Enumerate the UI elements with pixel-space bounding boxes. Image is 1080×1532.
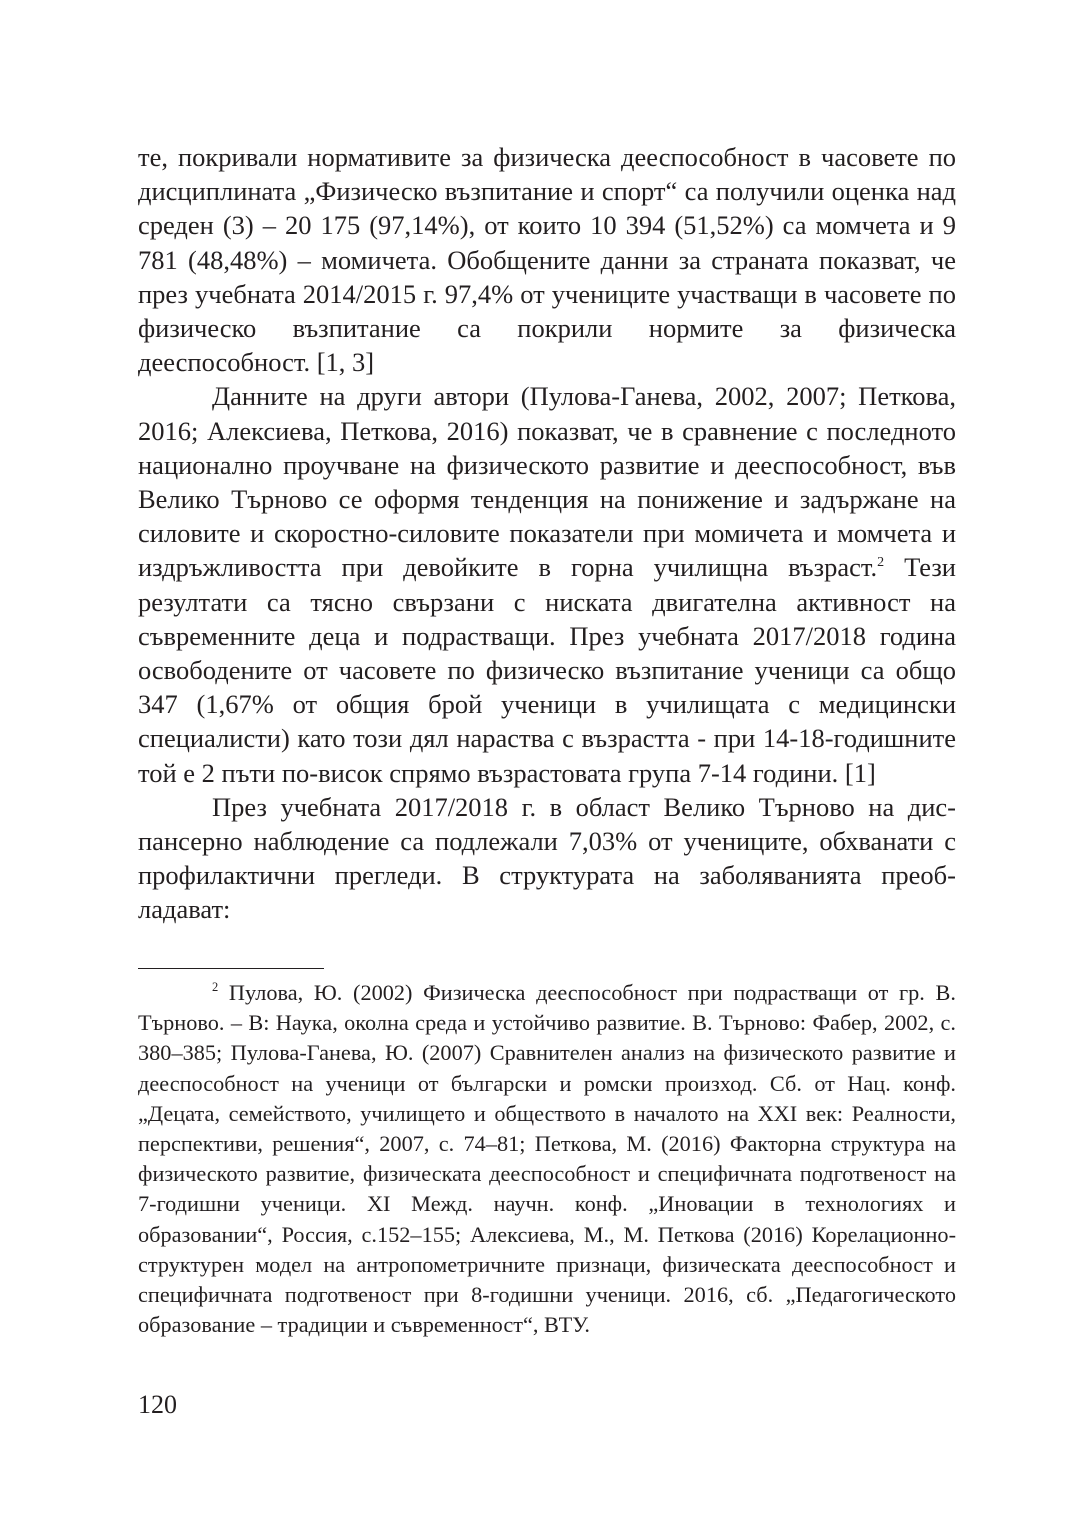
paragraph-2-text-a: Данните на други автори (Пулова-Ганева, 2002, 2007; Петкова, 2016; Алексиева, Петкова, 2016) показват, че в сравнение с последното национално проучване на физическото развитие и дееспособност, във Велико Търново се оформя тенденция на понижение и задържане на силовите и скоростно-силовите показатели при момичета и момчета и издръжливостта при девойките в горна училищна възраст. [138, 381, 956, 583]
page-number: 120 [138, 1390, 177, 1419]
footnote-reference: 2 [877, 555, 885, 571]
footnote-number: 2 [212, 980, 219, 994]
main-text [138, 140, 956, 927]
footnote-separator [138, 968, 324, 969]
footnote [138, 978, 956, 1340]
paragraph-2-text-b: Тези резултати са тясно свързани с ниската двигателна активност на съвременните деца и подрастващи. През учебната 2017/2018 година освободените от часовете по физическо възпитание ученици са общо 347 (1,67% от общия брой ученици в училищата с медицински специалисти) като този дял нараства с възрастта - при 14-18-годишните той е 2 пъти по-висок спрямо възрастовата група 7-14 години. [1] [138, 552, 956, 788]
paragraph-2 [138, 379, 956, 789]
footnote-text: Пулова, Ю. (2002) Физическа дееспособност при подрастващи от гр. В. Търново. – В: Наука, околна среда и устойчиво развитие. В. Търново: Фабер, 2002, с. 380–385; Пулова-Ганева, Ю. (2007) Сравнителен анализ на физическото развитие и дееспособност на ученици от български и ромски произход. Сб. от Нац. конф. „Децата, семейството, училището и обществото в началото на XXI век: Реалности, перспективи, решения“, 2007, с. 74–81; Петкова, М. (2016) Факторна структура на физическото развитие, физическата дееспособност и специфичната подготвеност на 7-годишни ученици. XI Межд. научн. конф. „Иновации в технологиях и образовании“, Россия, с.152–155; Алексиева, М., М. Петкова (2016) Корелационно-структурен модел на антропометричните признаци, физическата дееспособност и специфичната подготвеност при 8-годишни ученици. 2016, сб. „Педагогическото образование – традиции и съвременност“, ВТУ. [138, 980, 956, 1338]
paragraph-1: те, покривали нормативите за физическа дееспособност в часовете по дисциплината „Физическо възпитание и спорт“ са получили оценка над среден (3) – 20 175 (97,14%), от които 10 394 (51,52%) са момчета и 9 781 (48,48%) – момичета. Обобщените данни за страната показват, че през учебната 2014/2015 г. 97,4% от учениците участващи в часовете по физическо възпитание са покрили нормите за физическа дееспособност. [1, 3] [138, 142, 956, 378]
footnote-paragraph [138, 978, 956, 1340]
paragraph-3: През учебната 2017/2018 г. в област Велико Търново на диспансерно наблюдение са подлежали 7,03% от учениците, обхванати с профилактични прегледи. В структурата на заболяванията преобладават: [138, 791, 956, 925]
